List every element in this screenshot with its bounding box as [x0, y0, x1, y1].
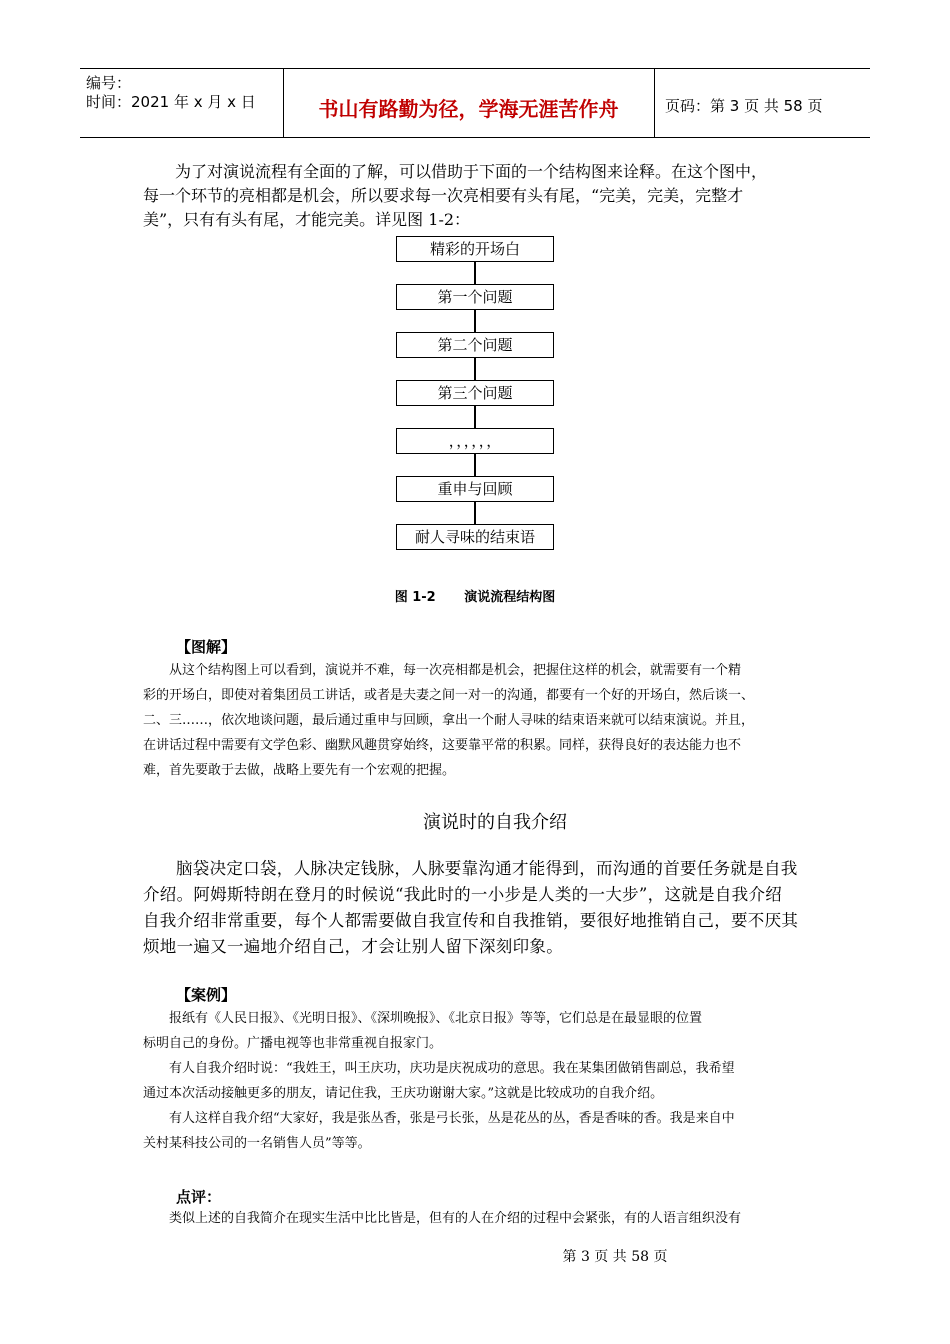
tujie-line: 难，首先要敢于去做，战略上要先有一个宏观的把握。 — [143, 763, 456, 778]
header-divider — [654, 69, 655, 137]
section-title: 演说时的自我介绍 — [423, 812, 567, 833]
flow-connector — [474, 358, 476, 380]
document-header — [80, 68, 870, 138]
intro-line: 每一个环节的亮相都是机会，所以要求每一次亮相要有头有尾，“完美，完美，完整才 — [143, 186, 744, 205]
case-line: 关村某科技公司的一名销售人员”等等。 — [143, 1136, 371, 1151]
doc-code-label: 编号： — [86, 74, 132, 92]
flow-connector — [474, 262, 476, 284]
tujie-paragraph — [143, 658, 815, 783]
flow-step: 第三个问题 — [396, 380, 554, 406]
self-intro-line: 介绍。阿姆斯特朗在登月的时候说“我此时的一小步是人类的一大步”，这就是自我介绍 — [143, 885, 783, 904]
case-line: 报纸有《人民日报》、《光明日报》、《深圳晚报》、《北京日报》等等，它们总是在最显眼的位置 — [169, 1011, 703, 1026]
case-line: 有人这样自我介绍“大家好，我是张丛香，张是弓长张，丛是花丛的丛，香是香味的香。我是来自中 — [169, 1111, 735, 1126]
flow-step: 第二个问题 — [396, 332, 554, 358]
figure-number: 图 1-2 — [394, 590, 436, 605]
flow-connector — [474, 406, 476, 428]
comment-paragraph — [143, 1206, 815, 1231]
speech-flow-diagram — [396, 236, 556, 556]
tujie-label: 【图解】 — [176, 638, 237, 656]
case-line: 标明自己的身份。广播电视等也非常重视自报家门。 — [143, 1036, 443, 1051]
header-motto: 书山有路勤为径，学海无涯苦作舟 — [318, 97, 619, 121]
header-page-info: 页码：第 3 页 共 58 页 — [665, 97, 823, 115]
figure-caption — [0, 586, 950, 605]
flow-connector — [474, 502, 476, 524]
flow-step: ，，，，，， — [396, 428, 554, 454]
flow-connector — [474, 310, 476, 332]
doc-date-label: 时间：2021 年 x 月 x 日 — [86, 93, 256, 111]
tujie-line: 在讲话过程中需要有文学色彩、幽默风趣贯穿始终，这要靠平常的积累。同样，获得良好的表达能力也不 — [143, 738, 742, 753]
comment-line: 类似上述的自我简介在现实生活中比比皆是，但有的人在介绍的过程中会紧张，有的人语言组织没有 — [169, 1211, 742, 1226]
self-intro-paragraph — [143, 856, 815, 960]
case-paragraph — [143, 1006, 815, 1156]
self-intro-line: 烦地一遍又一遍地介绍自己，才会让别人留下深刻印象。 — [143, 937, 563, 956]
intro-line: 为了对演说流程有全面的了解，可以借助于下面的一个结构图来诠释。在这个图中， — [175, 162, 768, 181]
flow-step: 精彩的开场白 — [396, 236, 554, 262]
flow-step: 耐人寻味的结束语 — [396, 524, 554, 550]
figure-title: 演说流程结构图 — [464, 590, 556, 605]
intro-line: 美”，只有有头有尾，才能完美。详见图 1-2： — [143, 210, 471, 229]
flow-step: 重申与回顾 — [396, 476, 554, 502]
tujie-line: 彩的开场白，即使对着集团员工讲话，或者是夫妻之间一对一的沟通，都要有一个好的开场白，然后谈一、 — [143, 688, 755, 703]
case-line: 通过本次活动接触更多的朋友，请记住我，王庆功谢谢大家。”这就是比较成功的自我介绍。 — [143, 1086, 664, 1101]
self-intro-line: 脑袋决定口袋，人脉决定钱脉，人脉要靠沟通才能得到，而沟通的首要任务就是自我 — [176, 859, 798, 878]
case-label: 【案例】 — [176, 986, 237, 1004]
flow-connector — [474, 454, 476, 476]
tujie-line: 二、三……，依次地谈问题，最后通过重申与回顾，拿出一个耐人寻味的结束语来就可以结束演说。并且， — [143, 713, 755, 728]
page-footer: 第 3 页 共 58 页 — [562, 1249, 668, 1265]
comment-label: 点评： — [176, 1188, 222, 1206]
self-intro-line: 自我介绍非常重要，每个人都需要做自我宣传和自我推销，要很好地推销自己，要不厌其 — [143, 911, 799, 930]
intro-paragraph — [143, 160, 815, 232]
case-line: 有人自我介绍时说：“我姓王，叫王庆功，庆功是庆祝成功的意思。我在某集团做销售副总，我希望 — [169, 1061, 735, 1076]
flow-step: 第一个问题 — [396, 284, 554, 310]
tujie-line: 从这个结构图上可以看到，演说并不难，每一次亮相都是机会，把握住这样的机会，就需要有一个精 — [169, 663, 742, 678]
